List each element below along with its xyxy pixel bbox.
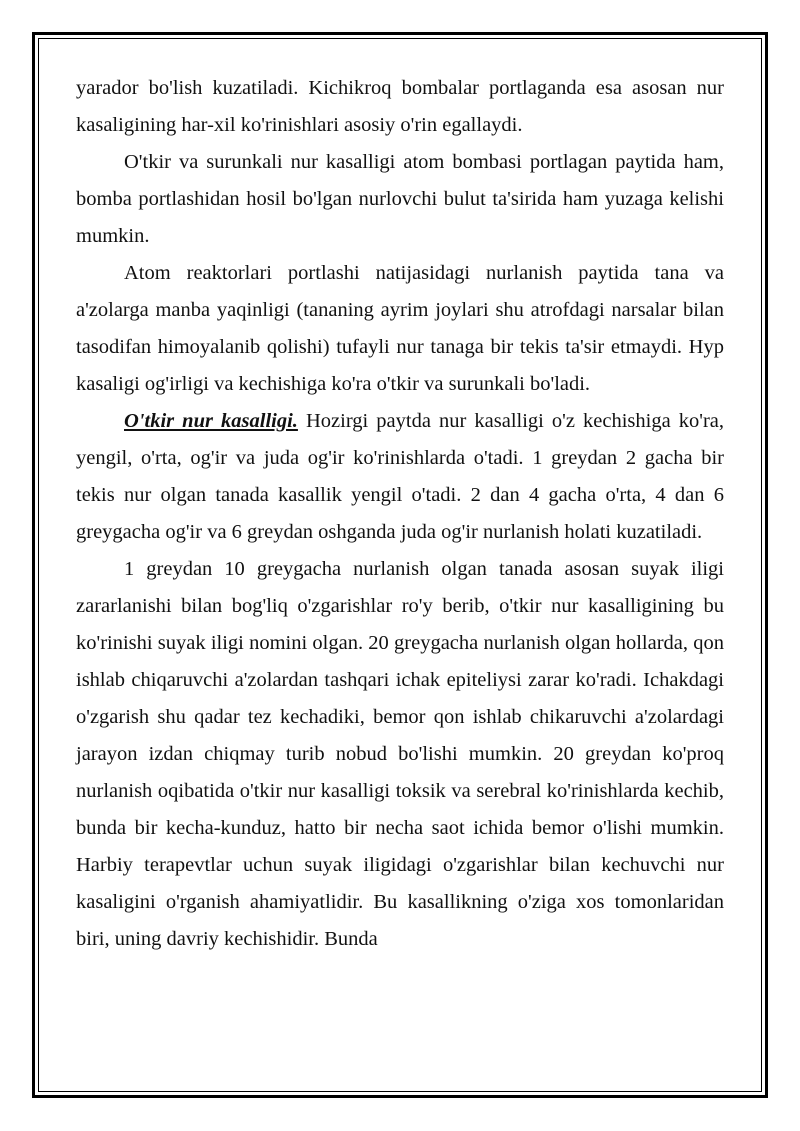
document-body	[76, 70, 724, 958]
paragraph-text: 1 greydan 10 greygacha nurlanish olgan tanada asosan suyak iligi zararlanishi bilan bog'liq o'zgarishlar ro'y berib, o'tkir nur kasalligining bu ko'rinishi suyak iligi nomini olgan. 20 greygacha nurlanish olgan hollarda, qon ishlab chiqaruvchi a'zolardan tashqari ichak epiteliysi zarar ko'radi. Ichakdagi o'zgarish shu qadar tez kechadiki, bemor qon ishlab chikaruvchi a'zolardagi jarayon izdan chiqmay turib nobud bo'lishi mumkin. 20 greydan ko'proq nurlanish oqibatida o'tkir nur kasalligi toksik va serebral ko'rinishlarda kechib, bunda bir kecha-kunduz, hatto bir necha saot ichida bemor o'lishi mumkin. Harbiy terapevtlar uchun suyak iligidagi o'zgarishlar bilan kechuvchi nur kasaligini o'rganish ahamiyatlidir. Bu kasallikning o'ziga xos tomonlaridan biri, uning davriy kechishidir. Bunda	[76, 558, 724, 950]
paragraph-acute-chronic	[76, 144, 724, 255]
paragraph-text: yarador bo'lish kuzatiladi. Kichikroq bombalar portlaganda esa asosan nur kasaligining har-xil ko'rinishlari asosiy o'rin egallaydi.	[76, 77, 724, 136]
paragraph-text: Hozirgi paytda nur kasalligi o'z kechishiga ko'ra, yengil, o'rta, og'ir va juda og'ir ko'rinishlarda o'tadi. 1 greydan 2 gacha bir tekis nur olgan tanada kasallik yengil o'tadi. 2 dan 4 gacha o'rta, 4 dan 6 greygacha og'ir va 6 greydan oshganda juda og'ir nurlanish holati kuzatiladi.	[76, 410, 724, 543]
paragraph-continuation	[76, 70, 724, 144]
paragraph-acute-radiation	[76, 403, 724, 551]
paragraph-text: Atom reaktorlari portlashi natijasidagi nurlanish paytida tana va a'zolarga manba yaqinligi (tananing ayrim joylari shu atrofdagi narsalar bilan tasodifan himoyalanib qolishi) tufayli nur tanaga bir tekis ta'sir etmaydi. Hyp kasaligi og'irligi va kechishiga ko'ra o'tkir va surunkali bo'ladi.	[76, 262, 724, 395]
section-heading: O'tkir nur kasalligi.	[124, 410, 298, 432]
paragraph-text: O'tkir va surunkali nur kasalligi atom bombasi portlagan paytida ham, bomba portlashidan hosil bo'lgan nurlovchi bulut ta'sirida ham yuzaga kelishi mumkin.	[76, 151, 724, 247]
paragraph-bone-marrow	[76, 551, 724, 958]
paragraph-reactor-explosion	[76, 255, 724, 403]
